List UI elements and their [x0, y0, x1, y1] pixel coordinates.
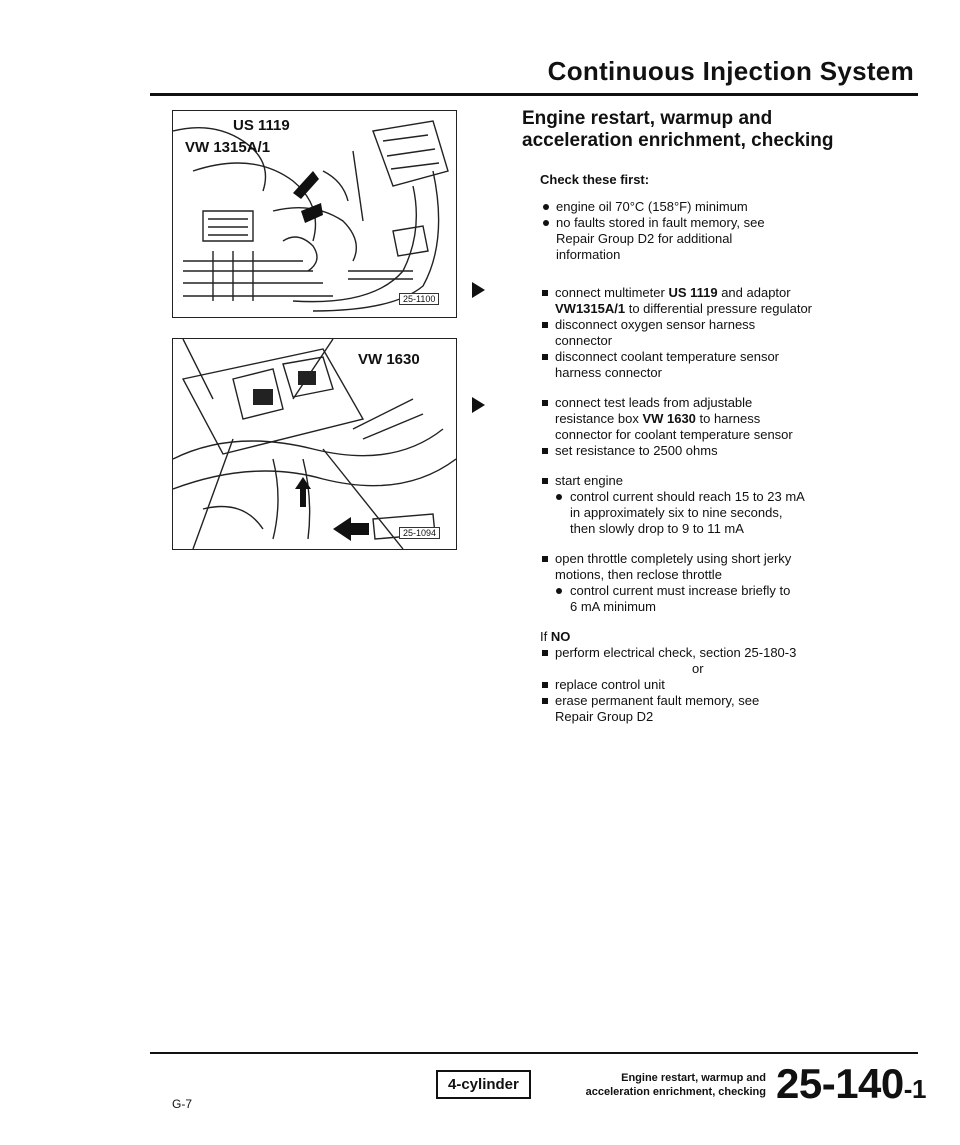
- figure-resistance-box-connection: [172, 338, 457, 550]
- step-connect-multimeter: connect multimeter US 1119 and adaptor: [522, 285, 922, 301]
- or-separator: or: [692, 661, 704, 676]
- step-set-resistance: set resistance to 2500 ohms: [522, 443, 922, 459]
- if-no-condition: If NO: [540, 629, 571, 644]
- figure-label-vw1315a1: VW 1315A/1: [185, 139, 271, 156]
- footer-caption: Engine restart, warmup and acceleration enrichment, checking: [585, 1072, 766, 1098]
- step-continuation: VW1315A/1 to differential pressure regulator: [555, 301, 813, 316]
- check-first-heading: Check these first:: [540, 172, 650, 187]
- list-item: control current should reach 15 to 23 mA: [522, 489, 922, 505]
- list-item-continuation: Repair Group D2 for additional: [556, 231, 733, 246]
- step-disconnect-oxygen: disconnect oxygen sensor harness: [522, 317, 922, 333]
- step-connect-test-leads: connect test leads from adjustable: [522, 395, 922, 411]
- list-item-continuation: then slowly drop to 9 to 11 mA: [570, 521, 744, 536]
- footer-divider: [150, 1052, 918, 1054]
- engine-variant-badge: 4-cylinder: [436, 1070, 531, 1099]
- procedure-content: [522, 108, 922, 725]
- step-electrical-check: perform electrical check, section 25-180-3: [522, 645, 922, 661]
- list-item: no faults stored in fault memory, see: [522, 215, 922, 231]
- page-title: Continuous Injection System: [547, 56, 914, 86]
- header-divider: [150, 93, 918, 96]
- step-open-throttle: open throttle completely using short jerky: [522, 551, 922, 567]
- step-continuation: harness connector: [555, 365, 662, 380]
- list-item-continuation: 6 mA minimum: [570, 599, 656, 614]
- figure-pointer-arrow: [472, 397, 485, 413]
- list-item-continuation: in approximately six to nine seconds,: [570, 505, 783, 520]
- resistance-box-illustration: [173, 339, 456, 549]
- step-continuation: connector: [555, 333, 613, 348]
- step-continuation: motions, then reclose throttle: [555, 567, 722, 582]
- figure-code: 25-1100: [399, 293, 439, 305]
- figure-label-vw1630: VW 1630: [358, 351, 420, 368]
- step-continuation: resistance box VW 1630 to harness: [555, 411, 761, 426]
- list-item: control current must increase briefly to: [522, 583, 922, 599]
- section-title: Engine restart, warmup and acceleration enrichment, checking: [522, 108, 834, 151]
- figure-label-us1119: US 1119: [233, 117, 290, 134]
- step-continuation: Repair Group D2: [555, 709, 654, 724]
- step-continuation: connector for coolant temperature sensor: [555, 427, 793, 442]
- figure-multimeter-connection: [172, 110, 457, 318]
- footer-code: G-7: [172, 1097, 193, 1111]
- list-item-continuation: information: [556, 247, 621, 262]
- figure-code: 25-1094: [399, 527, 440, 539]
- step-start-engine: start engine: [522, 473, 922, 489]
- page-number: 25-140-1: [776, 1060, 926, 1107]
- step-disconnect-coolant: disconnect coolant temperature sensor: [522, 349, 922, 365]
- list-item: engine oil 70°C (158°F) minimum: [522, 199, 922, 215]
- step-replace-control-unit: replace control unit: [522, 677, 922, 693]
- figure-pointer-arrow: [472, 282, 485, 298]
- step-erase-fault-memory: erase permanent fault memory, see: [522, 693, 922, 709]
